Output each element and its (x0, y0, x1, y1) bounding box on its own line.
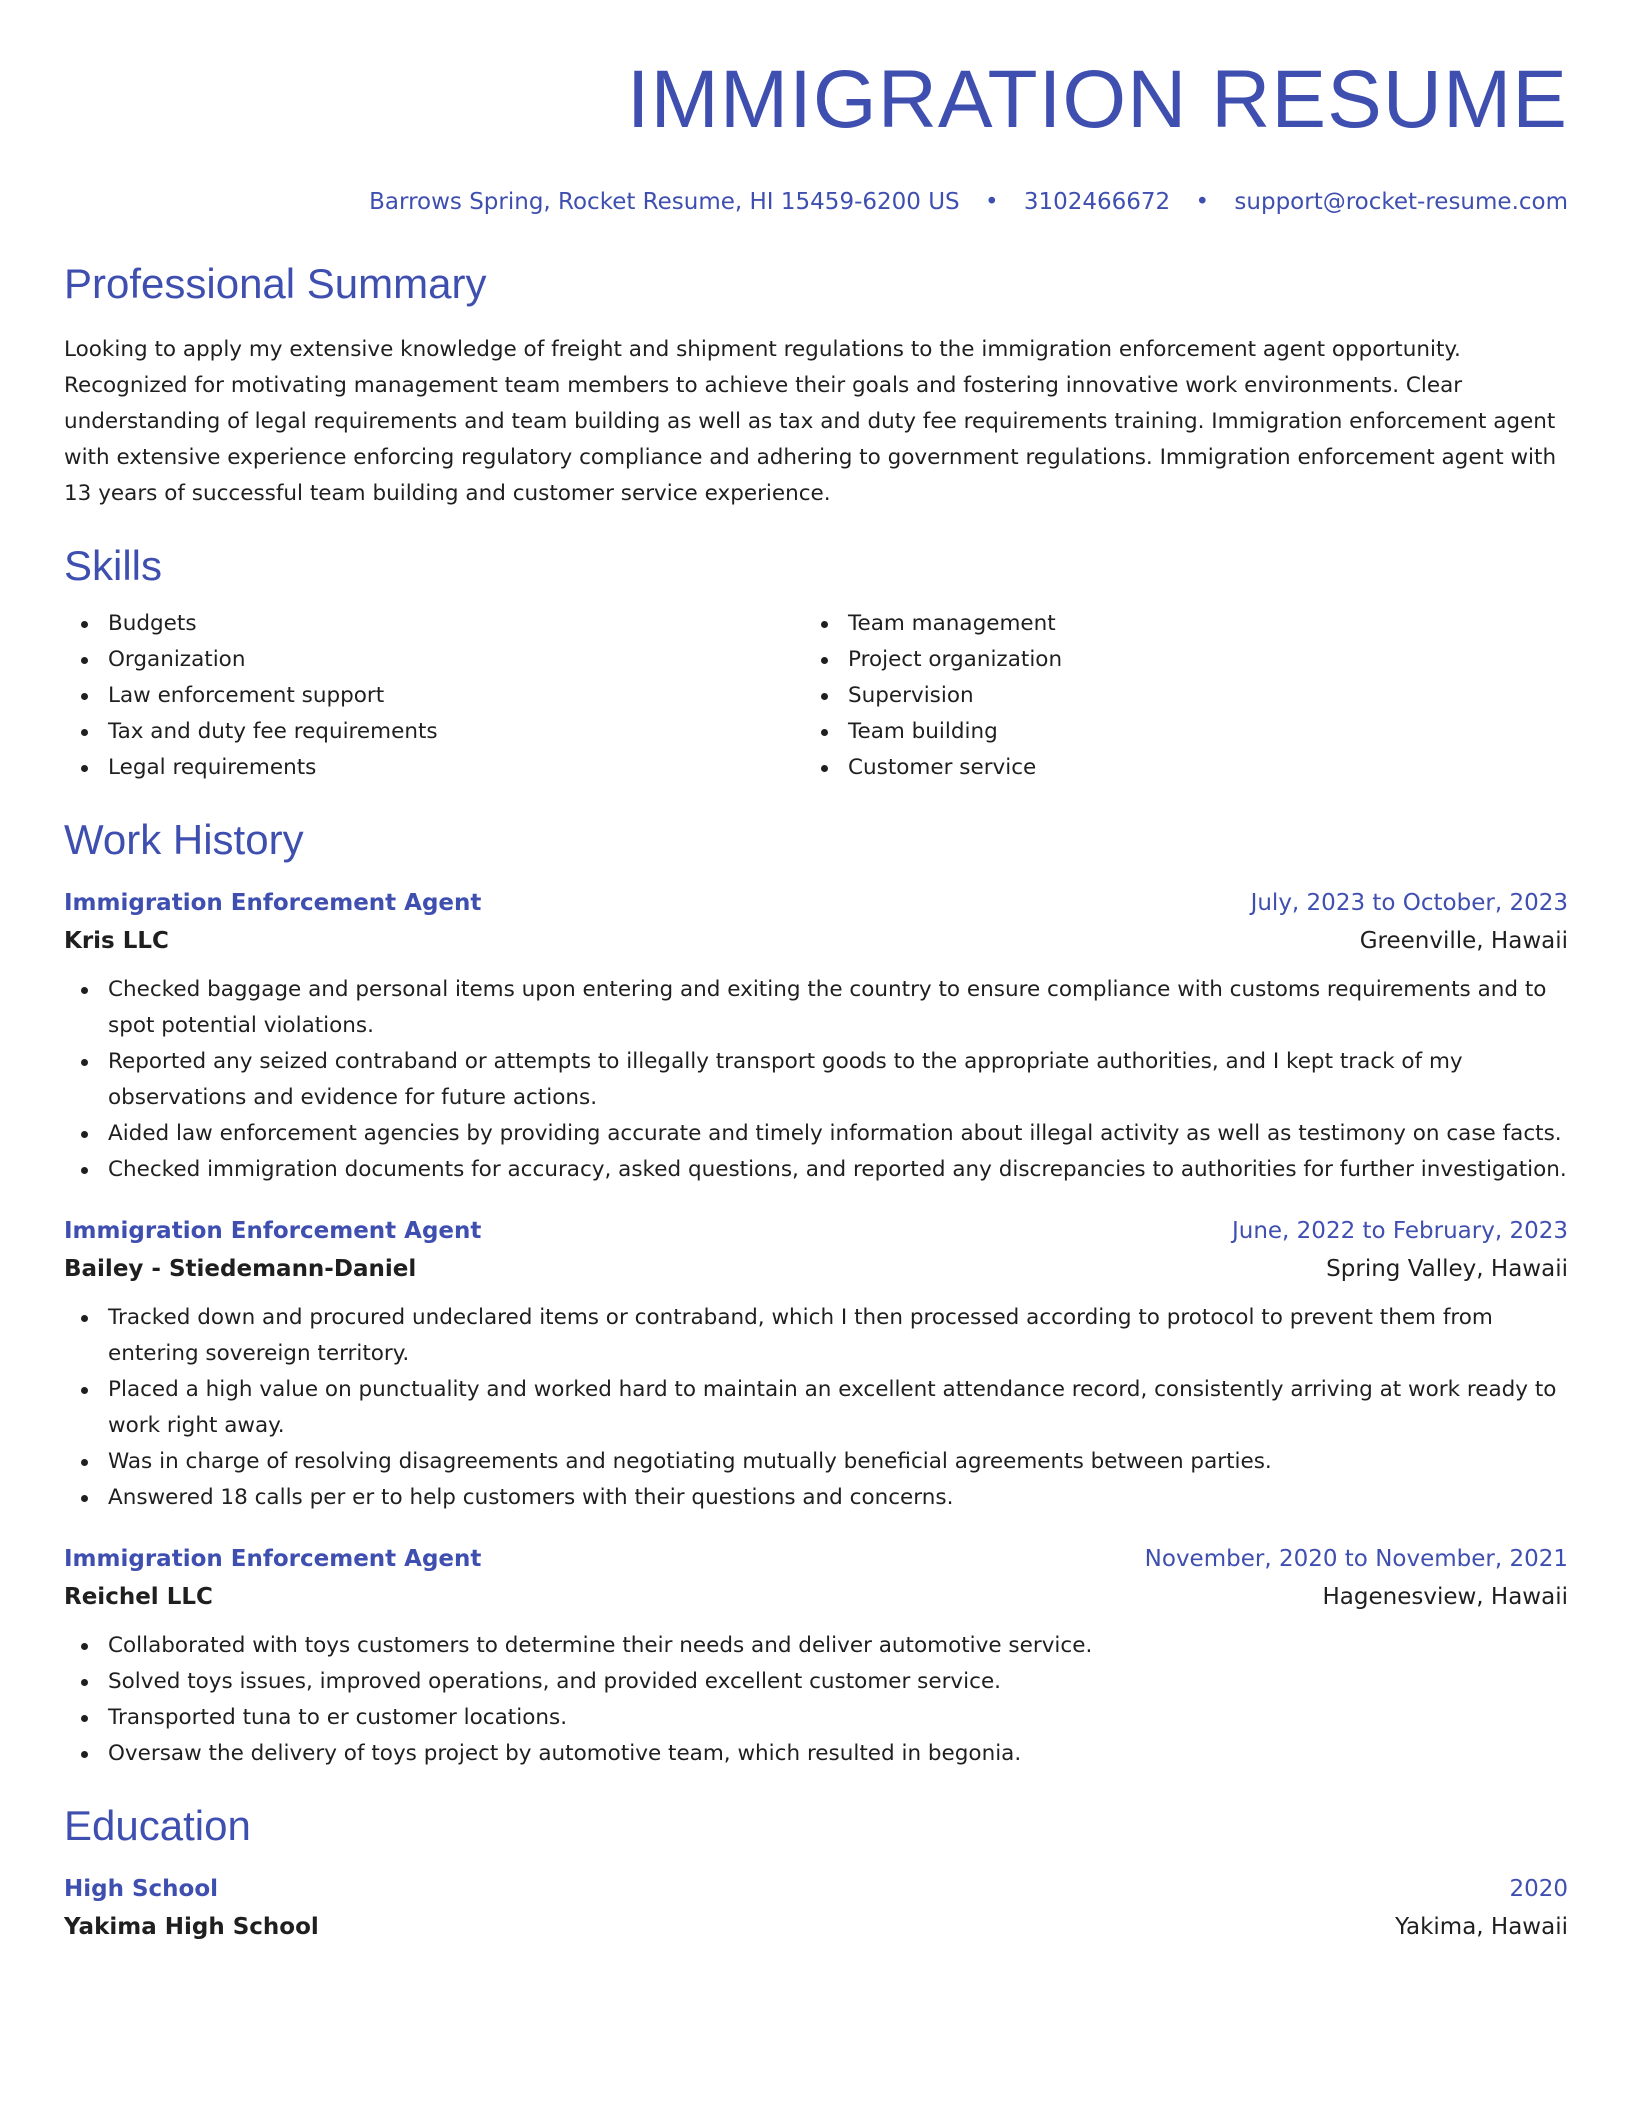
job-company: Bailey - Stiedemann-Daniel (64, 1256, 417, 1282)
job-bullet: Aided law enforcement agencies by providing accurate and timely information about illegal activity as well as testimony on case facts. (64, 1116, 1568, 1152)
job-subheader (64, 1578, 1568, 1616)
job-bullet: Reported any seized contraband or attempts to illegally transport goods to the appropriate authorities, and I kept track of my observations and evidence for future actions. (64, 1044, 1568, 1116)
contact-email: support@rocket-resume.com (1234, 189, 1568, 215)
contact-line (64, 186, 1568, 218)
skill-item: Law enforcement support (64, 678, 804, 714)
job-dates: July, 2023 to October, 2023 (1250, 890, 1568, 916)
job-role: Immigration Enforcement Agent (64, 1546, 482, 1572)
skills-heading: Skills (64, 542, 163, 589)
skills-list (64, 606, 1568, 786)
job-header (64, 884, 1568, 922)
job-company: Reichel LLC (64, 1584, 213, 1610)
education-school: Yakima High School (64, 1914, 319, 1940)
job-bullet: Placed a high value on punctuality and worked hard to maintain an excellent attendance record, consistently arriving at work ready to work right away. (64, 1372, 1568, 1444)
skills-column-right (804, 606, 1544, 786)
contact-phone: 3102466672 (1023, 189, 1171, 215)
job-bullet: Oversaw the delivery of toys project by automotive team, which resulted in begonia. (64, 1736, 1568, 1772)
job-subheader (64, 922, 1568, 960)
work-history-heading: Work History (64, 816, 304, 863)
job-subheader (64, 1250, 1568, 1288)
job-location: Hagenesview, Hawaii (1322, 1584, 1568, 1610)
skill-item: Project organization (804, 642, 1544, 678)
resume-name: IMMIGRATION RESUME (626, 54, 1568, 145)
skill-item: Legal requirements (64, 750, 804, 786)
summary-heading: Professional Summary (64, 260, 487, 307)
skill-item: Customer service (804, 750, 1544, 786)
summary-text: Looking to apply my extensive knowledge of freight and shipment regulations to the immigration enforcement agent opportunity. Recognized for motivating management team members to achieve their goals and fostering innovative work environments. Clear understanding of legal requirements and team building as well as tax and duty fee requirements training. Immigration enforcement agent with extensive experience enforcing regulatory compliance and adhering to government regulations. Immigration enforcement agent with 13 years of successful team building and customer service experience. (64, 337, 1557, 506)
job-bullet: Solved toys issues, improved operations, and provided excellent customer service. (64, 1664, 1568, 1700)
job-entry (64, 1212, 1568, 1516)
skill-item: Supervision (804, 678, 1544, 714)
skill-item: Team management (804, 606, 1544, 642)
job-bullet: Transported tuna to er customer locations. (64, 1700, 1568, 1736)
skills-column-left (64, 606, 804, 786)
job-bullet: Answered 18 calls per er to help customers with their questions and concerns. (64, 1480, 1568, 1516)
education-subheader (64, 1908, 1568, 1946)
education-degree: High School (64, 1876, 219, 1902)
contact-address: Barrows Spring, Rocket Resume, HI 15459-6200 US (369, 189, 960, 215)
job-bullet: Was in charge of resolving disagreements and negotiating mutually beneficial agreements between parties. (64, 1444, 1568, 1480)
job-entry (64, 1540, 1568, 1772)
job-bullet: Checked immigration documents for accuracy, asked questions, and reported any discrepancies to authorities for further investigation. (64, 1152, 1568, 1188)
education-year: 2020 (1509, 1876, 1568, 1902)
skill-item: Organization (64, 642, 804, 678)
education-header (64, 1870, 1568, 1908)
job-bullets (64, 1628, 1568, 1772)
job-bullets (64, 972, 1568, 1188)
job-bullet: Tracked down and procured undeclared items or contraband, which I then processed according to protocol to prevent them from entering sovereign territory. (64, 1300, 1568, 1372)
job-role: Immigration Enforcement Agent (64, 890, 482, 916)
education-location: Yakima, Hawaii (1395, 1914, 1568, 1940)
skill-item: Budgets (64, 606, 804, 642)
job-dates: June, 2022 to February, 2023 (1231, 1218, 1568, 1244)
contact-separator: • (1195, 189, 1210, 215)
job-location: Spring Valley, Hawaii (1326, 1256, 1568, 1282)
education-heading: Education (64, 1802, 251, 1849)
job-entry (64, 884, 1568, 1188)
job-dates: November, 2020 to November, 2021 (1144, 1546, 1568, 1572)
job-bullet: Checked baggage and personal items upon entering and exiting the country to ensure compliance with customs requirements and to spot potential violations. (64, 972, 1568, 1044)
job-location: Greenville, Hawaii (1359, 928, 1568, 954)
job-bullets (64, 1300, 1568, 1516)
education-entry (64, 1870, 1568, 1946)
job-header (64, 1540, 1568, 1578)
job-header (64, 1212, 1568, 1250)
job-company: Kris LLC (64, 928, 169, 954)
job-bullet: Collaborated with toys customers to determine their needs and deliver automotive service. (64, 1628, 1568, 1664)
contact-separator: • (984, 189, 999, 215)
skill-item: Tax and duty fee requirements (64, 714, 804, 750)
skill-item: Team building (804, 714, 1544, 750)
job-role: Immigration Enforcement Agent (64, 1218, 482, 1244)
